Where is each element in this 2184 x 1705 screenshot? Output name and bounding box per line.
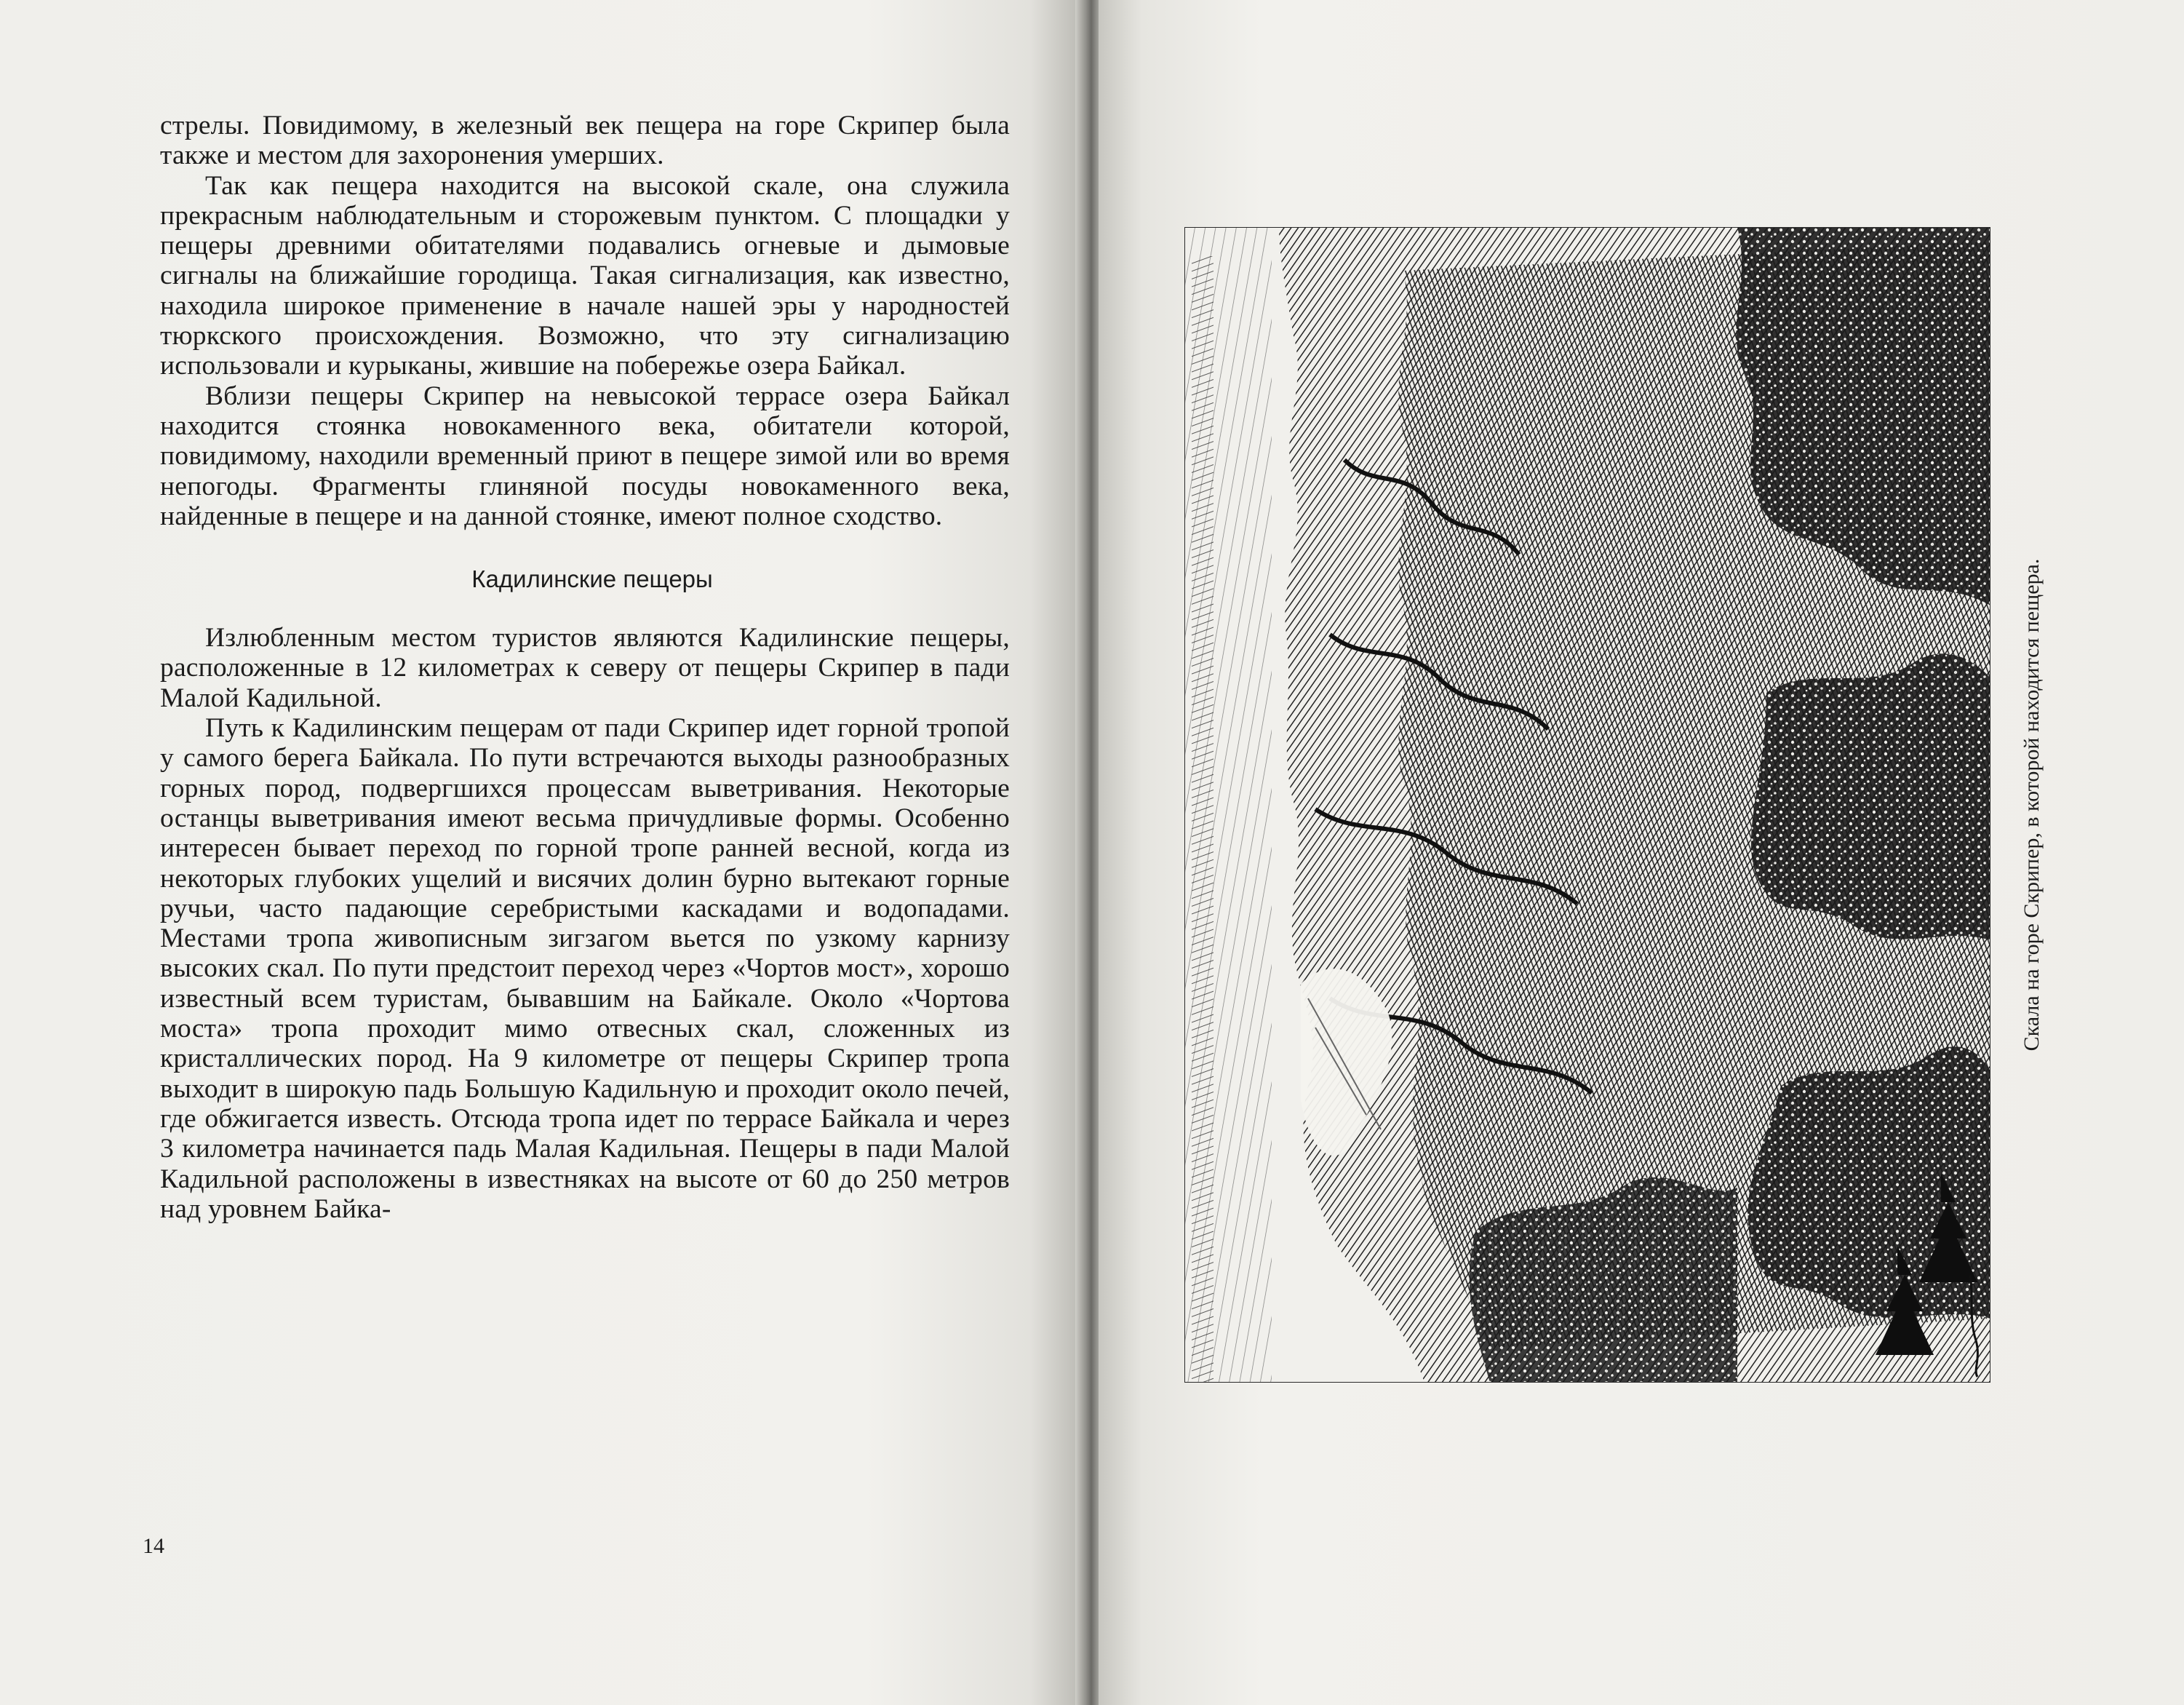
paragraph-route: Путь к Кадилинским пещерам от пади Скрипер идет горной тропой у самого берега Байкала. По пути встречаются выходы разнообразных горных пород, подвергшихся процессам выветривания. Некоторые останцы выветривания имеют весьма причудливые формы. Особенно интересен бывает переход по горной тропе ранней весной, когда из некоторых глубоких ущелий и висячих долин бурно вытекают горные ручьи, часто падающие серебристыми каскадами и водопадами. Местами тропа живописным зигзагом вьется по узкому карнизу высоких скал. По пути предстоит переход через «Чортов мост», хорошо известный всем туристам, бывавшим на Байкале. Около «Чортова моста» тропа проходит мимо отвесных скал, сложенных из кристаллических пород. На 9 километре от пещеры Скрипер тропа выходит в широкую падь Большую Кадильную и проходит около печей, где обжигается известь. Отсюда тропа идет по террасе Байкала и через 3 километра начинается падь Малая Кадильная. Пещеры в пади Малой Кадильной расположены в известняках на высоте от 60 до 250 метров над уровнем Байка- bbox=[160, 713, 1010, 1224]
rock-cliff-illustration bbox=[1184, 227, 1990, 1383]
left-page-text-column bbox=[160, 111, 1010, 1224]
paragraph-kadilinskie-intro: Излюбленным местом туристов являются Кадилинские пещеры, расположенные в 12 километрах к северу от пещеры Скрипер в пади Малой Кадильной. bbox=[160, 623, 1010, 713]
paragraph-signal-point: Так как пещера находится на высокой скале, она служила прекрасным наблюдательным и сторожевым пунктом. С площадки у пещеры древними обитателями подавались огневые и дымовые сигналы на ближайшие городища. Такая сигнализация, как известно, находила широкое применение в начале нашей эры у народностей тюркского происхождения. Возможно, что эту сигнализацию использовали и курыканы, жившие на побережье озера Байкал. bbox=[160, 170, 1010, 381]
paragraph-continued: стрелы. Повидимому, в железный век пещера на горе Скрипер была также и местом для захоронения умерших. bbox=[160, 111, 1010, 171]
left-page bbox=[0, 0, 1084, 1705]
page-number: 14 bbox=[143, 1534, 164, 1558]
illustration-caption: Скала на горе Скрипер, в которой находится пещера. bbox=[2020, 558, 2044, 1052]
paragraph-neolithic-site: Вблизи пещеры Скрипер на невысокой террасе озера Байкал находится стоянка новокаменного века, обитатели которой, повидимому, находили временный приют в пещере зимой или во время непогоды. Фрагменты глиняной посуды новокаменного века, найденные в пещере и на данной стоянке, имеют полное сходство. bbox=[160, 381, 1010, 531]
section-heading: Кадилинские пещеры bbox=[471, 565, 713, 593]
illustration-caption-wrap bbox=[2010, 227, 2054, 1383]
